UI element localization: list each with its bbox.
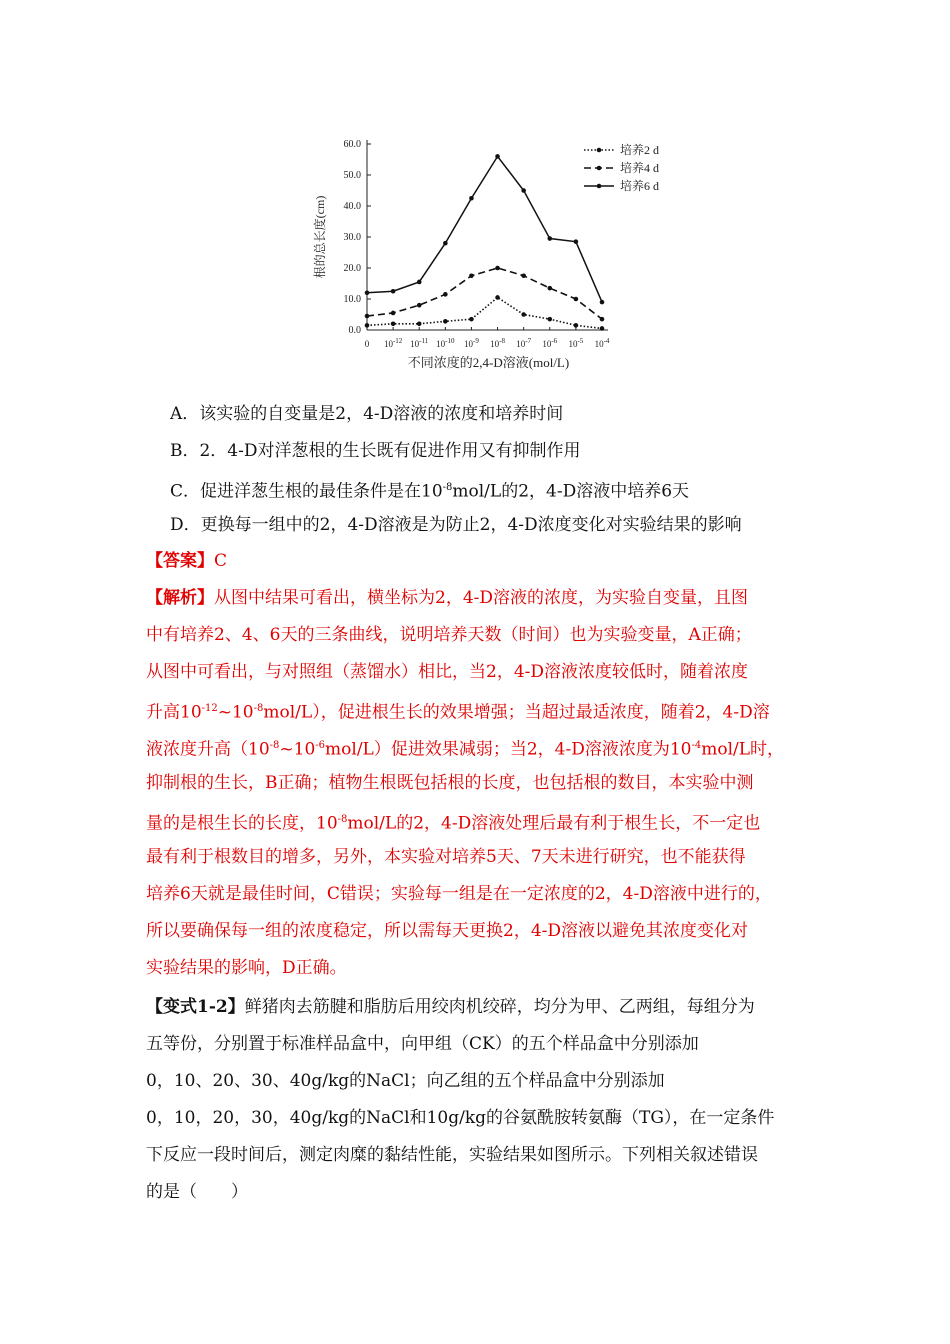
series-2-point — [574, 297, 579, 302]
analysis-5c: mol/L）促进效果减弱；当2，4-D溶液浓度为10 — [325, 739, 692, 760]
x-tick-label: $10^{-11}$ — [410, 337, 429, 349]
analysis-5b: ~10 — [279, 739, 316, 760]
series-3-point — [469, 196, 474, 201]
x-axis-title: 不同浓度的2,4-D溶液(mol/L) — [407, 355, 570, 370]
analysis-4a: 升高10 — [146, 702, 202, 723]
series-2-point — [365, 314, 370, 319]
x-tick-label: $10^{-12}$ — [383, 337, 403, 349]
analysis-5-sup2: -6 — [315, 740, 326, 751]
x-tick-label: 0 — [364, 339, 370, 349]
legend-marker-1 — [597, 148, 602, 153]
analysis-line-11: 实验结果的影响，D正确。 — [146, 958, 347, 978]
analysis-5-sup1: -8 — [269, 740, 280, 751]
option-d: D．更换每一组中的2，4-D溶液是为防止2，4-D浓度变化对实验结果的影响 — [170, 515, 742, 535]
option-a: A．该实验的自变量是2，4-D溶液的浓度和培养时间 — [170, 404, 564, 424]
analysis-line-7 — [146, 808, 760, 836]
series-line-1 — [367, 297, 602, 328]
analysis-4-sup2: -8 — [253, 703, 264, 714]
analysis-line-3: 从图中可看出，与对照组（蒸馏水）相比，当2，4-D溶液浓度较低时，随着浓度 — [146, 662, 749, 682]
variant-line-3: 0，10、20、30、40g/kg的NaCl；向乙组的五个样品盒中分别添加 — [146, 1071, 665, 1091]
analysis-line-5 — [146, 734, 784, 762]
series-3-point — [365, 291, 370, 296]
series-2-point — [417, 303, 422, 308]
y-axis-title: 根的总长度(cm) — [313, 195, 327, 279]
series-1-point — [391, 322, 396, 327]
legend-label-3: 培养6 d — [620, 179, 660, 193]
series-1-point — [547, 317, 552, 322]
series-2-point — [495, 266, 500, 271]
option-b: B．2．4-D对洋葱根的生长既有促进作用又有抑制作用 — [170, 441, 581, 461]
analysis-4c: mol/L），促进根生长的效果增强；当超过最适浓度，随着2，4-D溶 — [263, 702, 770, 723]
variant-text-1: 鲜猪肉去筋腱和脂肪后用绞肉机绞碎，均分为甲、乙两组，每组分为 — [244, 997, 755, 1017]
series-1-point — [469, 317, 474, 322]
y-tick-label: 10.0 — [343, 294, 361, 305]
legend-marker-3 — [597, 184, 602, 189]
series-3-point — [443, 241, 448, 246]
analysis-label: 【解析】 — [146, 588, 214, 608]
x-tick-label: $10^{-8}$ — [490, 337, 505, 349]
y-tick-label: 30.0 — [343, 232, 361, 243]
answer-label: 【答案】 — [146, 551, 214, 571]
analysis-text-1: 从图中结果可看出，横坐标为2，4-D溶液的浓度，为实验自变量，且图 — [214, 588, 749, 608]
analysis-line-6: 抑制根的生长，B正确；植物生根既包括根的长度，也包括根的数目，本实验中测 — [146, 773, 754, 793]
series-2-point — [391, 311, 396, 316]
analysis-7a: 量的是根生长的长度，10 — [146, 813, 338, 834]
variant-line-4: 0，10，20，30，40g/kg的NaCl和10g/kg的谷氨酰胺转氨酶（TG），在一定条件 — [146, 1108, 775, 1128]
option-c — [170, 476, 689, 504]
series-3-point — [495, 154, 500, 159]
series-3-point — [417, 280, 422, 285]
series-3-point — [600, 300, 605, 305]
analysis-7-sup: -8 — [337, 814, 348, 825]
option-c-text-1: C．促进洋葱生根的最佳条件是在10 — [170, 481, 443, 502]
analysis-line-8: 最有利于根数目的增多，另外，本实验对培养5天、7天未进行研究，也不能获得 — [146, 847, 746, 867]
series-3-point — [574, 239, 579, 244]
analysis-5-sup3: -4 — [691, 740, 702, 751]
answer-line — [146, 549, 227, 573]
analysis-line-2: 中有培养2、4、6天的三条曲线，说明培养天数（时间）也为实验变量，A正确； — [146, 625, 752, 645]
series-1-point — [495, 295, 500, 300]
option-c-text-2: mol/L的2，4-D溶液中培养6天 — [452, 481, 690, 502]
legend-label-1: 培养2 d — [620, 143, 660, 157]
series-1-point — [417, 322, 422, 327]
series-3-point — [521, 188, 526, 193]
x-tick-label: $10^{-10}$ — [436, 337, 455, 349]
legend-label-2: 培养4 d — [620, 161, 660, 175]
analysis-line-1 — [146, 586, 748, 610]
series-1-point — [521, 312, 526, 317]
series-2-point — [547, 286, 552, 291]
series-1-point — [365, 323, 370, 328]
analysis-5a: 液浓度升高（10 — [146, 739, 270, 760]
y-tick-label: 60.0 — [343, 139, 361, 150]
variant-label: 【变式1-2】 — [146, 997, 245, 1017]
x-tick-label: $10^{-7}$ — [516, 337, 532, 349]
variant-line-1 — [146, 995, 755, 1019]
variant-line-5: 下反应一段时间后，测定肉糜的黏结性能，实验结果如图所示。下列相关叙述错误 — [146, 1145, 758, 1165]
analysis-4-sup1: -12 — [201, 703, 218, 714]
series-2-point — [600, 317, 605, 322]
x-tick-label: $10^{-6}$ — [542, 337, 558, 349]
analysis-5d: mol/L时， — [701, 739, 785, 760]
analysis-line-4 — [146, 697, 770, 725]
y-tick-label: 0.0 — [348, 325, 361, 336]
series-1-point — [443, 319, 448, 324]
analysis-4b: ~10 — [217, 702, 254, 723]
x-tick-label: $10^{-5}$ — [568, 337, 584, 349]
series-line-2 — [367, 268, 602, 319]
analysis-line-10: 所以要确保每一组的浓度稳定，所以需每天更换2，4-D溶液以避免其浓度变化对 — [146, 921, 749, 941]
series-1-point — [574, 323, 579, 328]
series-2-point — [521, 273, 526, 278]
variant-line-6: 的是（ ） — [146, 1182, 248, 1202]
series-2-point — [469, 273, 474, 278]
series-1-point — [600, 326, 605, 331]
x-tick-label: $10^{-9}$ — [464, 337, 479, 349]
series-3-point — [547, 236, 552, 241]
series-3-point — [391, 289, 396, 294]
series-2-point — [443, 292, 448, 297]
series-line-3 — [367, 156, 602, 302]
answer-value: C — [214, 551, 228, 571]
root-length-chart — [300, 130, 660, 375]
analysis-7b: mol/L的2，4-D溶液处理后最有利于根生长，不一定也 — [347, 813, 761, 834]
variant-line-2: 五等份，分别置于标准样品盒中，向甲组（CK）的五个样品盒中分别添加 — [146, 1034, 699, 1054]
y-tick-label: 20.0 — [343, 263, 361, 274]
legend-marker-2 — [597, 166, 602, 171]
y-tick-label: 50.0 — [343, 170, 361, 181]
analysis-line-9: 培养6天就是最佳时间，C错误；实验每一组是在一定浓度的2，4-D溶液中进行的， — [146, 884, 772, 904]
x-tick-label: $10^{-4}$ — [594, 337, 610, 349]
option-c-exponent: -8 — [442, 482, 453, 493]
y-tick-label: 40.0 — [343, 201, 361, 212]
